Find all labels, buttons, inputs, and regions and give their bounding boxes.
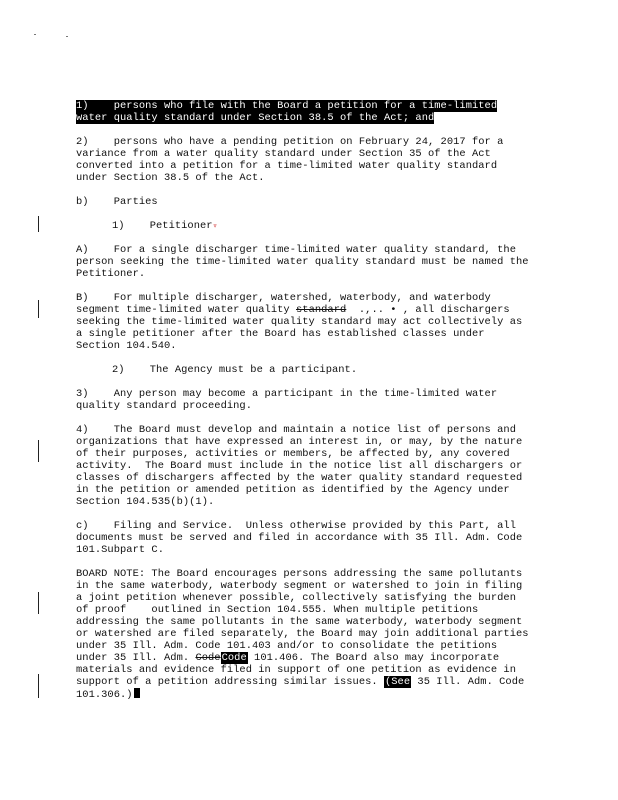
board-note-line (76, 676, 524, 688)
subsection-heading-text: 1) Petitioner (112, 220, 213, 232)
paragraph-line: activity. The Board must include in the notice list all dischargers or (76, 460, 523, 472)
scan-speck (34, 34, 36, 35)
text-run: 101.406. The Board also may incorporate (247, 652, 500, 664)
highlighted-line: 1) persons who file with the Board a petition for a time-limited (76, 100, 498, 112)
section-heading: b) Parties (76, 196, 158, 208)
text-run: under 35 Ill. Adm. (76, 652, 196, 664)
board-note-line: or watershed are filed separately, the Board may join additional parties (76, 628, 529, 640)
text-run: support of a petition addressing similar issues. (76, 676, 384, 688)
struck-text: Code (195, 652, 221, 664)
paragraph-line: under Section 38.5 of the Act. (76, 172, 265, 184)
subsection-heading (112, 220, 217, 233)
board-note-line: materials and evidence filed in support of one petition as evidence in (76, 664, 516, 676)
paragraph-line: classes of dischargers affected by the water quality standard requested (76, 472, 523, 484)
paragraph-line: A) For a single discharger time-limited water quality standard, the (76, 244, 516, 256)
scan-speck (66, 36, 68, 37)
paragraph-line: Section 104.535(b)(1). (76, 496, 215, 508)
paragraph-line (76, 304, 510, 316)
paragraph-line: quality standard proceeding. (76, 400, 252, 412)
paragraph-line: 4) The Board must develop and maintain a notice list of persons and (76, 424, 516, 436)
paragraph-line: in the petition or amended petition as identified by the Agency under (76, 484, 510, 496)
text-run: 101.306.) (76, 689, 133, 701)
paragraph-line: a single petitioner after the Board has established classes under (76, 328, 485, 340)
text-cursor-icon (134, 688, 140, 698)
board-note-line: BOARD NOTE: The Board encourages persons addressing the same pollutants (76, 568, 523, 580)
paragraph-line: of their purposes, activities or members, be affected by, any covered (76, 448, 510, 460)
board-note-line: of proof outlined in Section 104.555. When multiple petitions (76, 604, 479, 616)
paragraph-line: Petitioner. (76, 268, 146, 280)
change-bar (38, 674, 39, 698)
paragraph-line: converted into a petition for a time-limited water quality standard (76, 160, 498, 172)
board-note-line (76, 688, 140, 701)
paragraph-line: 2) persons who have a pending petition on February 24, 2017 for a (76, 136, 504, 148)
highlighted-text: (See (384, 676, 411, 688)
struck-text: standard (296, 304, 347, 316)
change-bar (38, 300, 39, 318)
board-note-line: addressing the same pollutants in the same waterbody, waterbody segment (76, 616, 523, 628)
board-note-line: in the same waterbody, waterbody segment or watershed to join in filing (76, 580, 523, 592)
paragraph-line: Section 104.540. (76, 340, 177, 352)
edit-mark-icon: ▿ (212, 222, 218, 231)
subsection-heading: 2) The Agency must be a participant. (112, 364, 358, 376)
highlighted-line: water quality standard under Section 38.5 of the Act; and (76, 112, 435, 124)
board-note-line: a joint petition whenever possible, collectively satisfying the burden (76, 592, 516, 604)
paragraph-line: B) For multiple discharger, watershed, waterbody, and waterbody (76, 292, 491, 304)
text-run: .,.. • , all dischargers (346, 304, 510, 316)
paragraph-line: variance from a water quality standard under Section 35 of the Act (76, 148, 491, 160)
board-note-line (76, 652, 499, 664)
paragraph-line: 3) Any person may become a participant in the time-limited water (76, 388, 498, 400)
change-bar (38, 440, 39, 462)
text-run: segment time-limited water quality (76, 304, 296, 316)
highlighted-text: Code (221, 652, 247, 664)
paragraph-line: c) Filing and Service. Unless otherwise provided by this Part, all (76, 520, 516, 532)
paragraph-line: documents must be served and filed in accordance with 35 Ill. Adm. Code (76, 532, 523, 544)
paragraph-line: seeking the time-limited water quality standard may act collectively as (76, 316, 523, 328)
text-run: 35 Ill. Adm. Code (411, 676, 525, 688)
paragraph-line: 101.Subpart C. (76, 544, 164, 556)
paragraph-line: organizations that have expressed an interest in, or may, by the nature (76, 436, 523, 448)
change-bar (38, 216, 39, 232)
board-note-line: under 35 Ill. Adm. Code 101.403 and/or to consolidate the petitions (76, 640, 498, 652)
paragraph-line: person seeking the time-limited water quality standard must be named the (76, 256, 529, 268)
change-bar (38, 592, 39, 614)
